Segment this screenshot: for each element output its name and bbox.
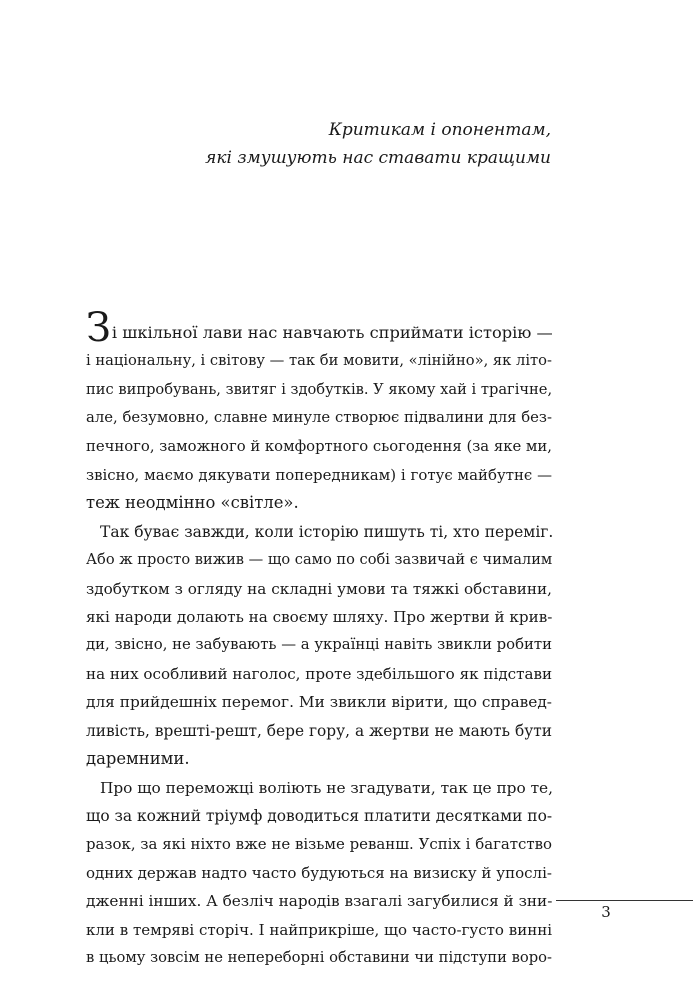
text-line [86, 305, 553, 351]
text-line: пис випробувань, звитяг і здобутків. У якому хай і трагічне, [86, 380, 553, 398]
paragraph [86, 518, 552, 774]
text-line: Або ж просто вижив — що само по собі зазвичай є чималим [86, 551, 553, 569]
text-line: на них особливий наголос, проте здебільшого як підстави [86, 664, 553, 683]
text-line: одних держав надто часто будуються на визиску й упослі- [86, 863, 552, 882]
dedication-line: Критикам і опонентам, [328, 120, 551, 140]
text-line: і національну, і світову — так би мовити, «лінійно», як літо- [86, 352, 552, 370]
text-line: ливість, врешті-решт, бере гору, а жертви не мають бути [86, 721, 552, 740]
body-text [86, 305, 554, 972]
text-line: Так буває завжди, коли історію пишуть ті, хто переміг. [100, 522, 554, 541]
page-number: 3 [601, 903, 611, 921]
text-line: разок, за які ніхто вже не візьме реванш. Успіх і багатство [86, 835, 552, 854]
text-line: здобутком з огляду на складні умови та тяжкі обставини, [86, 579, 552, 598]
text-line: в цьому зовсім не непереборні обставини чи підступи воро- [86, 948, 552, 966]
text-line: для прийдешніх перемог. Ми звикли вірити, що справед- [86, 693, 552, 712]
dedication [205, 116, 551, 172]
text-line: печного, заможного й комфортного сьогодення (за яке ми, [86, 437, 552, 455]
text-line: даремними. [86, 749, 190, 769]
text-line: що за кожний тріумф доводиться платити десятками по- [86, 806, 553, 825]
text-line: теж неодмінно «світле». [86, 493, 299, 513]
text-line: але, безумовно, славне минуле створює підвалини для без- [86, 409, 552, 427]
paragraph [86, 774, 552, 973]
dedication-line: які змушують нас ставати кращими [205, 148, 551, 168]
text-line: звісно, маємо дякувати попередникам) і готує майбутнє — [86, 466, 552, 485]
text-line: Про що переможці воліють не згадувати, так це про те, [100, 778, 554, 797]
footer-rule [556, 900, 693, 901]
drop-cap: З [86, 305, 111, 351]
text-line: які народи долають на своєму шляху. Про жертви й крив- [86, 608, 553, 627]
text-line: кли в темряві сторіч. І найприкріше, що часто-густо винні [86, 920, 552, 939]
text-line-content: і шкільної лави нас навчають сприймати історію — [111, 323, 553, 342]
text-line: дженні інших. А безліч народів взагалі загубилися й зни- [86, 892, 553, 911]
text-line: ди, звісно, не забувають — а українці навіть звикли робити [86, 636, 552, 654]
paragraph [86, 305, 553, 518]
